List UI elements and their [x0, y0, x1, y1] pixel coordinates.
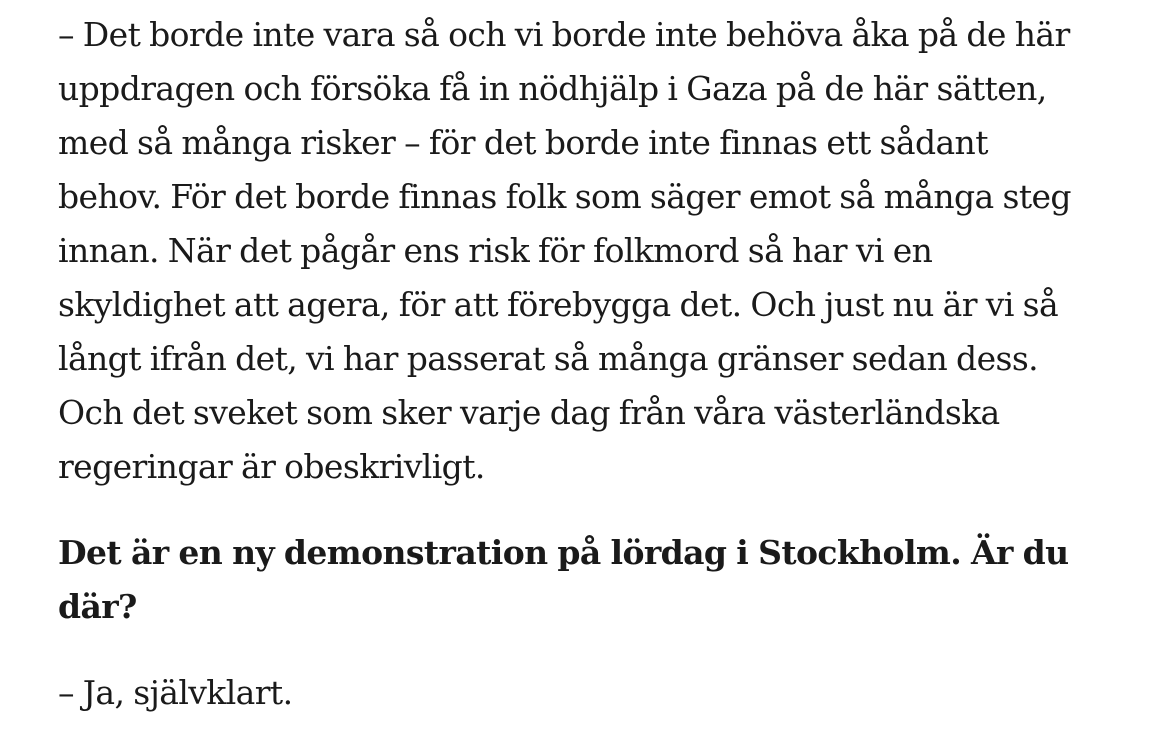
text-line: långt ifrån det, vi har passerat så många gränser sedan dess. — [58, 339, 1039, 378]
text-line: med så många risker – för det borde inte finnas ett sådant — [58, 123, 988, 162]
interview-question — [58, 526, 1098, 634]
text-line: innan. När det pågår ens risk för folkmord så har vi en — [58, 231, 933, 270]
article-body — [58, 8, 1098, 720]
question-line: där? — [58, 587, 137, 626]
answer-paragraph — [58, 8, 1098, 494]
short-answer — [58, 666, 1098, 720]
answer-line: – Ja, självklart. — [58, 673, 293, 712]
text-line: behov. För det borde finnas folk som säger emot så många steg — [58, 177, 1071, 216]
text-line: Och det sveket som sker varje dag från våra västerländska — [58, 393, 1000, 432]
text-line: regeringar är obeskrivligt. — [58, 447, 485, 486]
text-line: – Det borde inte vara så och vi borde inte behöva åka på de här — [58, 15, 1070, 54]
text-line: uppdragen och försöka få in nödhjälp i Gaza på de här sätten, — [58, 69, 1047, 108]
question-line: Det är en ny demonstration på lördag i Stockholm. Är du — [58, 533, 1069, 572]
text-line: skyldighet att agera, för att förebygga det. Och just nu är vi så — [58, 285, 1059, 324]
